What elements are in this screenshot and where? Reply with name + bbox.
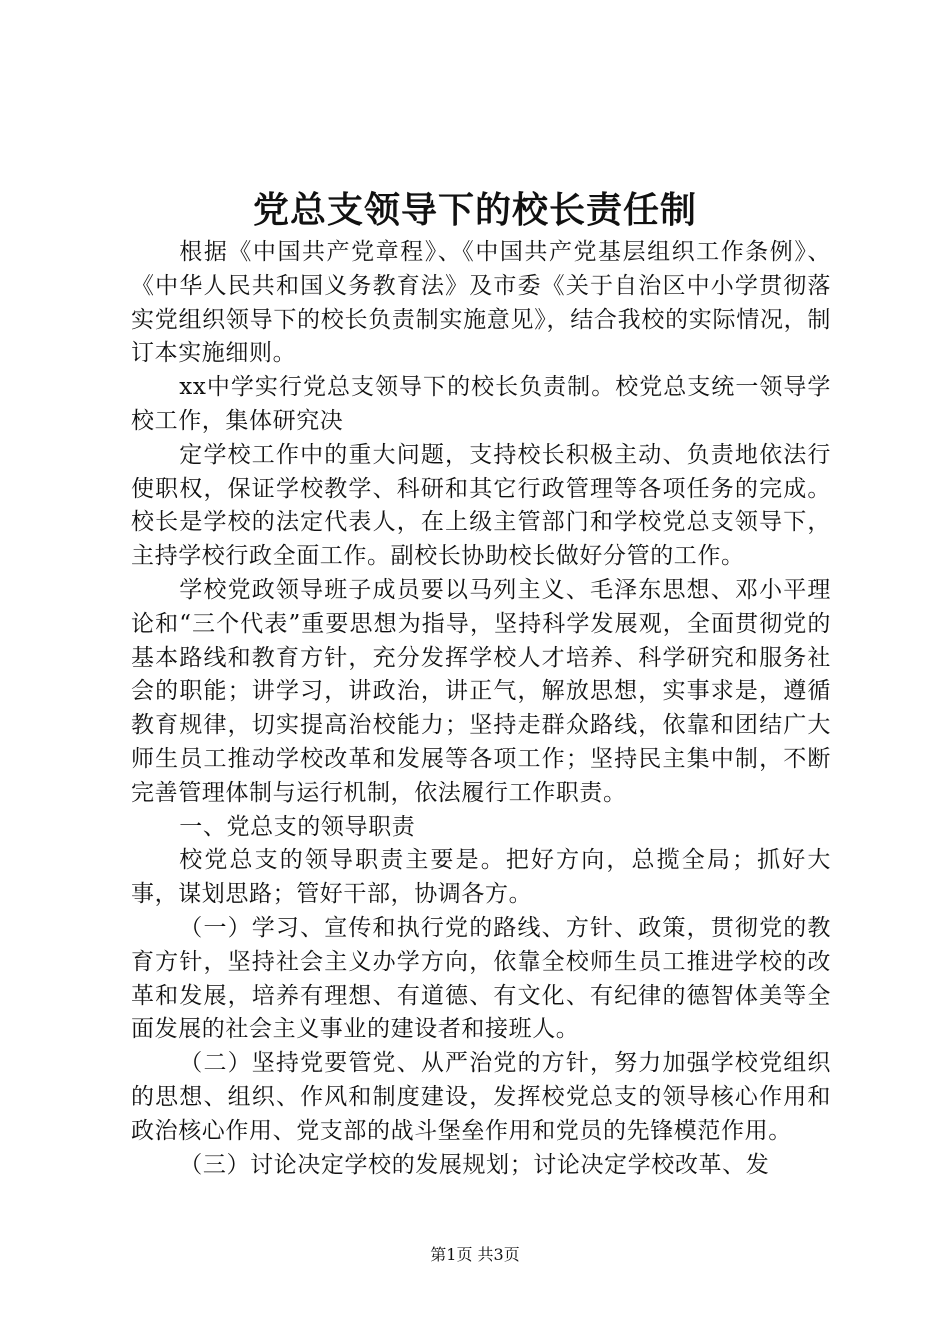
document-body [131,236,831,1182]
paragraph-item-2: （二）坚持党要管党、从严治党的方针，努力加强学校党组织的思想、组织、作风和制度建设，发挥校党总支的领导核心作用和政治核心作用、党支部的战斗堡垒作用和党员的先锋模范作用。 [131,1050,831,1144]
paragraph-item-3: （三）讨论决定学校的发展规划；讨论决定学校改革、发 [179,1151,770,1178]
document-title: 党总支领导下的校长责任制 [252,189,697,231]
paragraph-item-1: （一）学习、宣传和执行党的路线、方针、政策，贯彻党的教育方针，坚持社会主义办学方向，依靠全校师生员工推进学校的改革和发展，培养有理想、有道德、有文化、有纪律的德智体美等全面发展的社会主义事业的建设者和接班人。 [131,914,831,1043]
paragraph-duties-summary: 校党总支的领导职责主要是。把好方向，总揽全局；抓好大事，谋划思路；管好干部，协调各方。 [131,847,831,908]
paragraph-guidance: 学校党政领导班子成员要以马列主义、毛泽东思想、邓小平理论和“三个代表”重要思想为指导，坚持科学发展观，全面贯彻党的基本路线和教育方针，充分发挥学校人才培养、科学研究和服务社会的职能；讲学习，讲政治，讲正气，解放思想，实事求是，遵循教育规律，切实提高治校能力；坚持走群众路线，依靠和团结广大师生员工推动学校改革和发展等各项工作；坚持民主集中制，不断完善管理体制与运行机制，依法履行工作职责。 [131,576,831,806]
paragraph-system: xx中学实行党总支领导下的校长负责制。校党总支统一领导学校工作，集体研究决 [131,374,831,434]
page-footer: 第1页 共3页 [430,1245,520,1264]
section-heading-party-duties: 一、党总支的领导职责 [179,813,416,840]
paragraph-intro: 根据《中国共产党章程》、《中国共产党基层组织工作条例》、《中华人民共和国义务教育法》及市委《关于自治区中小学贯彻落实党组织领导下的校长负责制实施意见》，结合我校的实际情况，制订本实施细则。 [131,239,831,367]
paragraph-decision: 定学校工作中的重大问题，支持校长积极主动、负责地依法行使职权，保证学校教学、科研和其它行政管理等各项任务的完成。校长是学校的法定代表人，在上级主管部门和学校党总支领导下，主持学校行政全面工作。副校长协助校长做好分管的工作。 [131,441,831,570]
